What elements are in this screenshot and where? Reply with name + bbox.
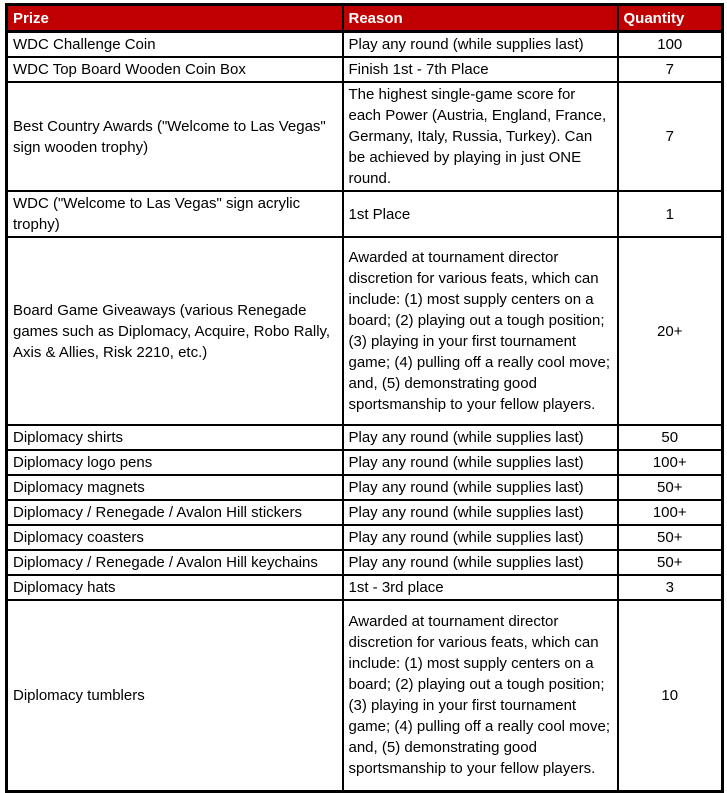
quantity-cell: 50+ bbox=[618, 550, 723, 575]
reason-cell: Play any round (while supplies last) bbox=[343, 475, 618, 500]
prize-cell: Diplomacy hats bbox=[7, 575, 343, 600]
prize-cell: Diplomacy shirts bbox=[7, 425, 343, 450]
quantity-cell: 10 bbox=[618, 600, 723, 791]
column-header-quantity: Quantity bbox=[618, 5, 723, 32]
reason-cell: Play any round (while supplies last) bbox=[343, 32, 618, 58]
table-row bbox=[7, 191, 723, 237]
column-header-reason: Reason bbox=[343, 5, 618, 32]
reason-cell: The highest single-game score for each Power (Austria, England, France, Germany, Italy, Russia, Turkey). Can be achieved by playing in just ONE round. bbox=[343, 82, 618, 191]
table-row bbox=[7, 525, 723, 550]
prize-cell: Diplomacy logo pens bbox=[7, 450, 343, 475]
prize-cell: Diplomacy / Renegade / Avalon Hill keychains bbox=[7, 550, 343, 575]
reason-cell: Play any round (while supplies last) bbox=[343, 450, 618, 475]
quantity-cell: 50+ bbox=[618, 475, 723, 500]
table-row bbox=[7, 600, 723, 791]
table-row bbox=[7, 500, 723, 525]
quantity-cell: 7 bbox=[618, 82, 723, 191]
quantity-cell: 20+ bbox=[618, 237, 723, 425]
prize-cell: WDC Top Board Wooden Coin Box bbox=[7, 57, 343, 82]
prize-cell: Diplomacy tumblers bbox=[7, 600, 343, 791]
prize-cell: Best Country Awards ("Welcome to Las Vegas" sign wooden trophy) bbox=[7, 82, 343, 191]
quantity-cell: 100 bbox=[618, 32, 723, 58]
prize-cell: Diplomacy coasters bbox=[7, 525, 343, 550]
table-row bbox=[7, 32, 723, 58]
reason-cell: Play any round (while supplies last) bbox=[343, 525, 618, 550]
table-row bbox=[7, 550, 723, 575]
header-row bbox=[7, 5, 723, 32]
reason-cell: 1st - 3rd place bbox=[343, 575, 618, 600]
prize-cell: Diplomacy magnets bbox=[7, 475, 343, 500]
quantity-cell: 50+ bbox=[618, 525, 723, 550]
table-row bbox=[7, 57, 723, 82]
reason-cell: Play any round (while supplies last) bbox=[343, 500, 618, 525]
table-row bbox=[7, 425, 723, 450]
quantity-cell: 100+ bbox=[618, 450, 723, 475]
reason-cell: Play any round (while supplies last) bbox=[343, 550, 618, 575]
table-row bbox=[7, 575, 723, 600]
quantity-cell: 50 bbox=[618, 425, 723, 450]
table-row bbox=[7, 237, 723, 425]
table-row bbox=[7, 82, 723, 191]
table-row bbox=[7, 450, 723, 475]
reason-cell: Play any round (while supplies last) bbox=[343, 425, 618, 450]
quantity-cell: 100+ bbox=[618, 500, 723, 525]
prizes-table bbox=[5, 3, 724, 793]
prize-cell: WDC ("Welcome to Las Vegas" sign acrylic trophy) bbox=[7, 191, 343, 237]
quantity-cell: 1 bbox=[618, 191, 723, 237]
reason-cell: Awarded at tournament director discretion for various feats, which can include: (1) most supply centers on a board; (2) playing out a tough position; (3) playing in your first tournament game; (4) pulling off a really cool move; and, (5) demonstrating good sportsmanship to your fellow players. bbox=[343, 237, 618, 425]
quantity-cell: 7 bbox=[618, 57, 723, 82]
reason-cell: Finish 1st - 7th Place bbox=[343, 57, 618, 82]
table-row bbox=[7, 475, 723, 500]
column-header-prize: Prize bbox=[7, 5, 343, 32]
prize-cell: Diplomacy / Renegade / Avalon Hill stickers bbox=[7, 500, 343, 525]
prize-cell: Board Game Giveaways (various Renegade games such as Diplomacy, Acquire, Robo Rally, Axis & Allies, Risk 2210, etc.) bbox=[7, 237, 343, 425]
prize-cell: WDC Challenge Coin bbox=[7, 32, 343, 58]
reason-cell: 1st Place bbox=[343, 191, 618, 237]
quantity-cell: 3 bbox=[618, 575, 723, 600]
reason-cell: Awarded at tournament director discretion for various feats, which can include: (1) most supply centers on a board; (2) playing out a tough position; (3) playing in your first tournament game; (4) pulling off a really cool move; and, (5) demonstrating good sportsmanship to your fellow players. bbox=[343, 600, 618, 791]
